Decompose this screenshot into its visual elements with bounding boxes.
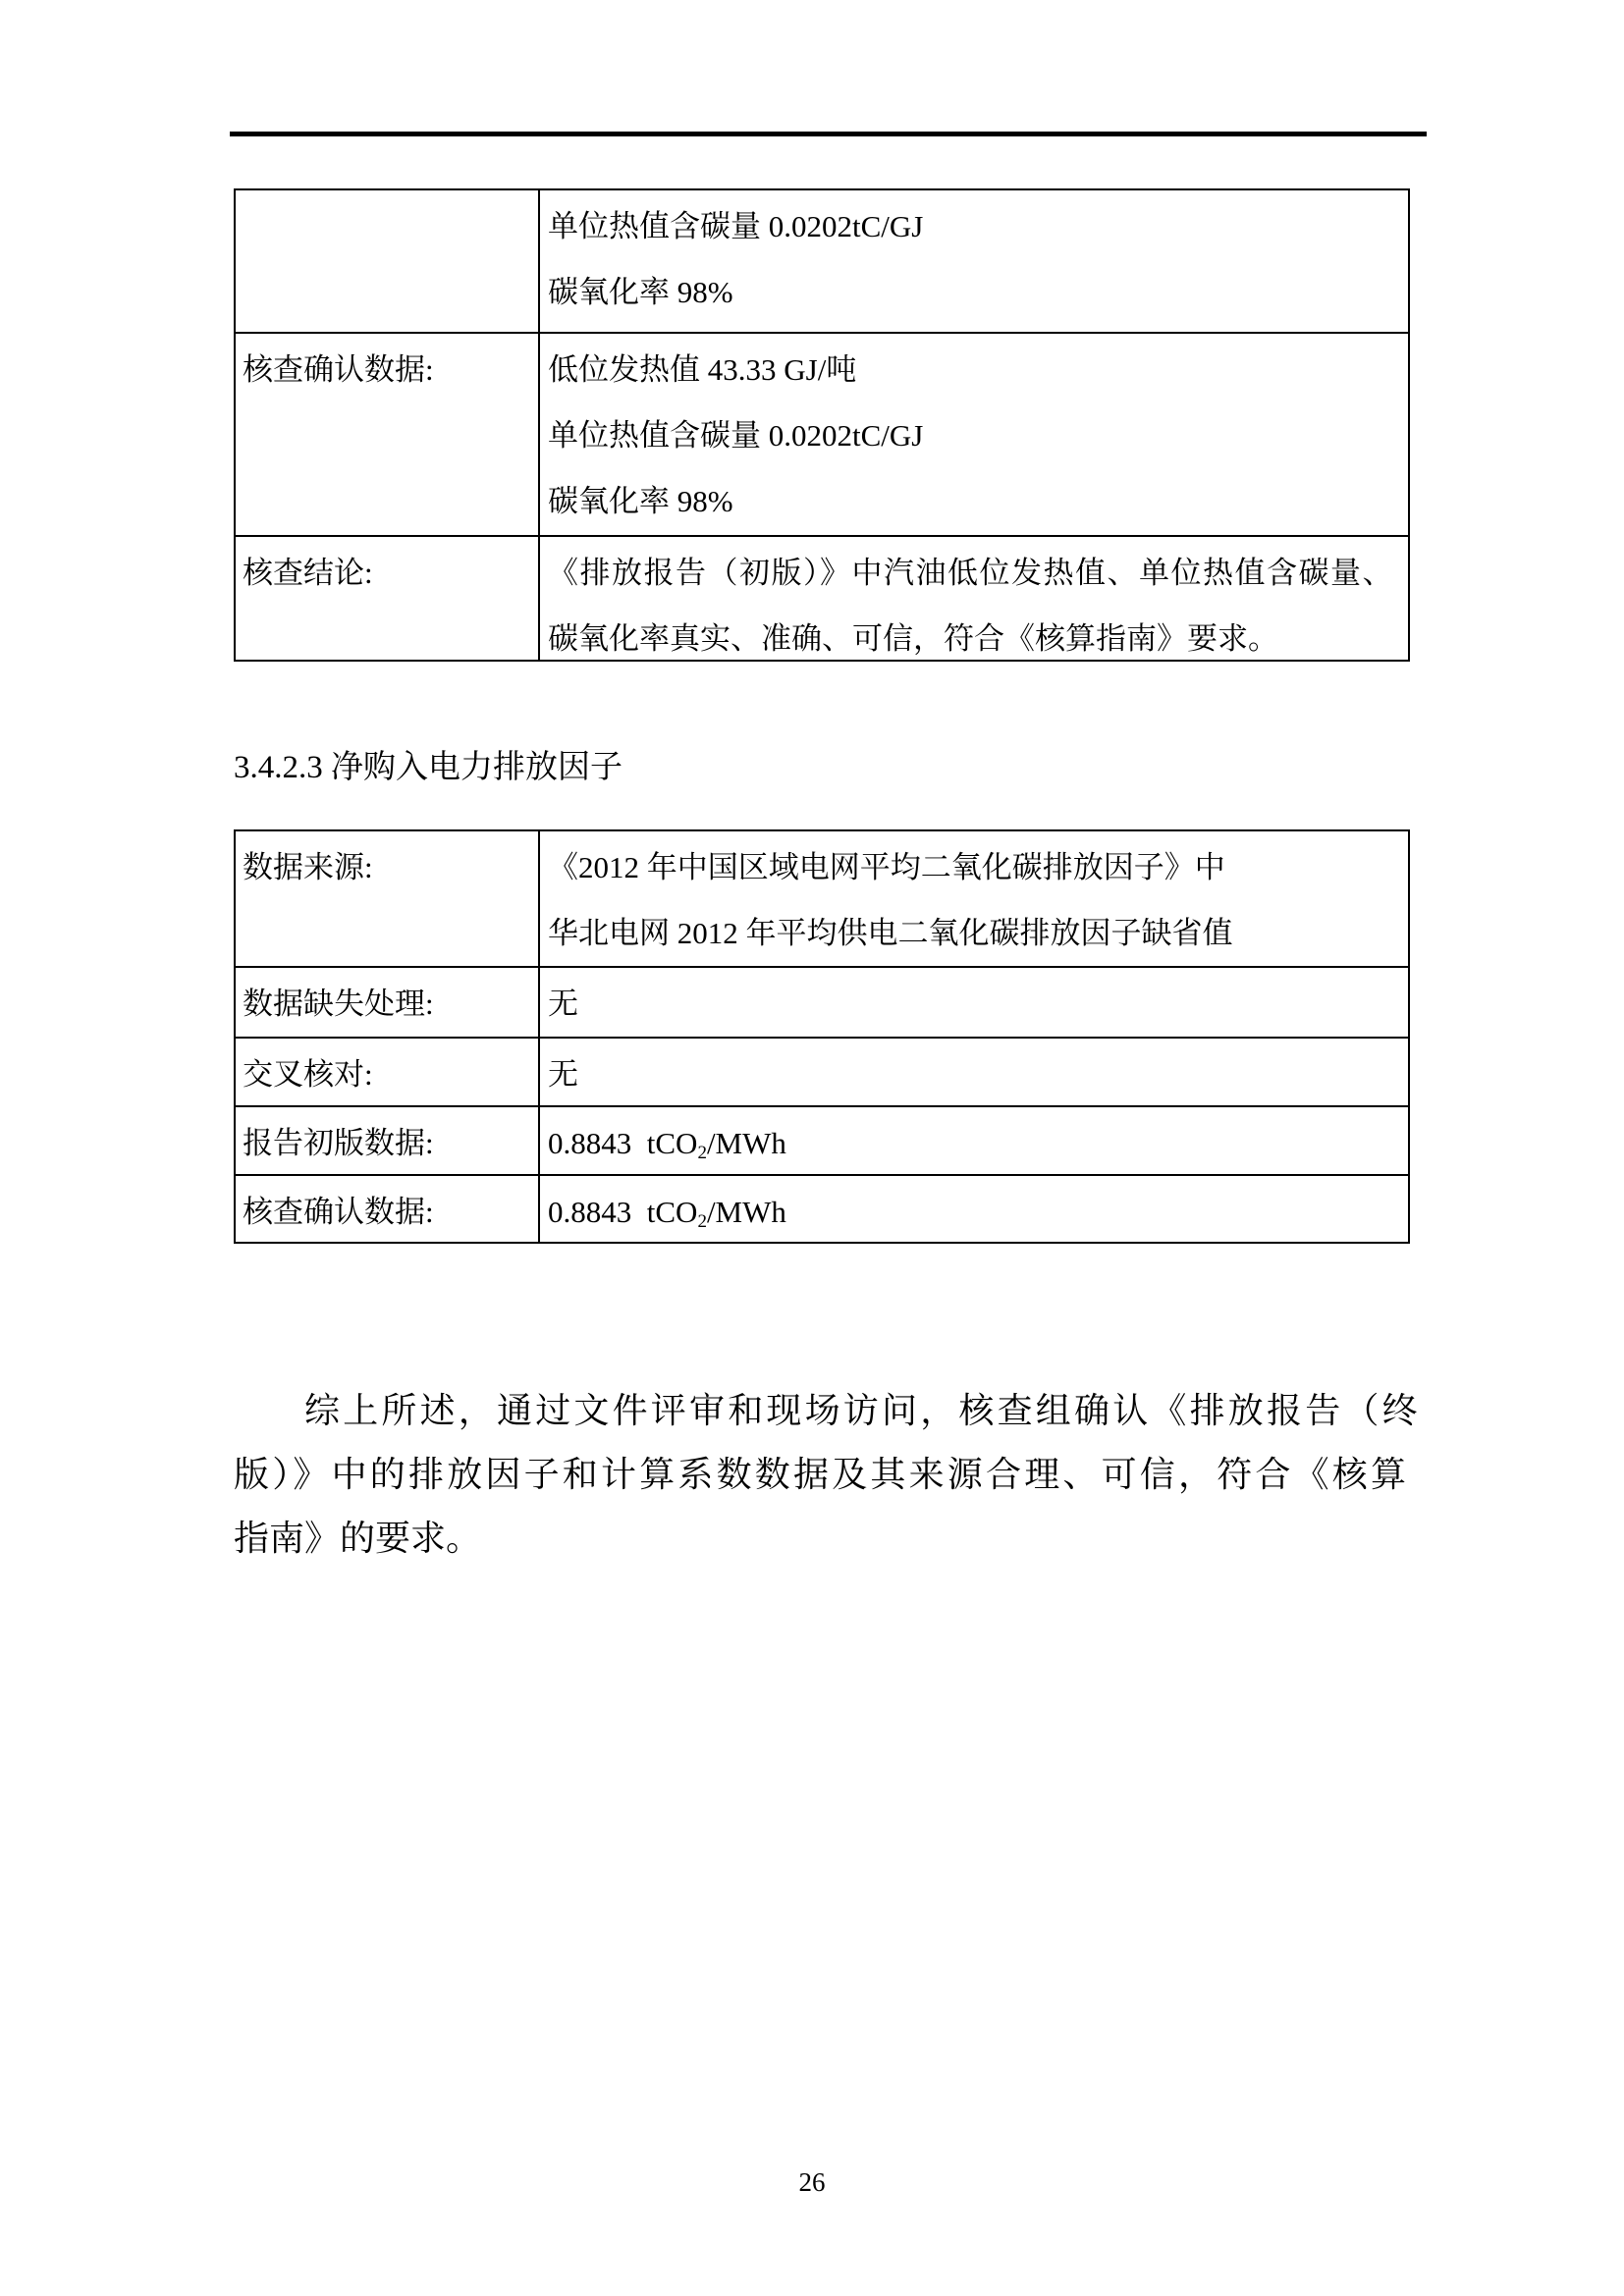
row-label: 数据来源: xyxy=(243,850,373,884)
row-label-cell xyxy=(236,1039,540,1105)
row-content-cell xyxy=(540,1176,1408,1242)
table-row xyxy=(236,537,1408,660)
row-label: 数据缺失处理: xyxy=(243,987,434,1021)
row-content-cell xyxy=(540,537,1408,660)
value-subscript: 2 xyxy=(697,1211,707,1232)
table-row xyxy=(236,334,1408,537)
cell-text: 低位发热值 43.33 GJ/吨 xyxy=(548,352,857,387)
table-row xyxy=(236,968,1408,1039)
summary-paragraph xyxy=(234,1379,1427,1571)
cell-text: 《2012 年中国区域电网平均二氧化碳排放因子》中 xyxy=(548,850,1225,884)
row-label-cell xyxy=(236,968,540,1037)
cell-text: 无 xyxy=(548,1057,578,1092)
gasoline-verification-table xyxy=(234,188,1410,662)
row-label-cell xyxy=(236,831,540,966)
electricity-factor-table xyxy=(234,829,1410,1244)
cell-text: 碳氧化率真实、准确、可信，符合《核算指南》要求。 xyxy=(548,621,1278,656)
row-label: 核查确认数据: xyxy=(243,1195,434,1229)
paragraph-line: 版）》中的排放因子和计算系数数据及其来源合理、可信，符合《核算 xyxy=(234,1455,1410,1494)
value-subscript: 2 xyxy=(697,1143,707,1163)
row-label-cell xyxy=(236,334,540,535)
emission-factor-value xyxy=(548,1110,1402,1174)
header-rule xyxy=(230,132,1427,136)
cell-text: 华北电网 2012 年平均供电二氧化碳排放因子缺省值 xyxy=(548,916,1233,950)
value-unit: /MWh xyxy=(706,1195,786,1229)
table-row xyxy=(236,1039,1408,1107)
cell-text: 单位热值含碳量 0.0202tC/GJ xyxy=(548,209,924,243)
page-number: 26 xyxy=(798,2167,826,2197)
row-content-cell xyxy=(540,1039,1408,1105)
table-row xyxy=(236,1107,1408,1176)
cell-text: 碳氧化率 98% xyxy=(548,275,733,309)
row-content-cell xyxy=(540,334,1408,535)
row-label-cell xyxy=(236,190,540,332)
emission-factor-value xyxy=(548,1179,1402,1242)
cell-text: 无 xyxy=(548,987,578,1021)
paragraph-line: 综上所述，通过文件评审和现场访问，核查组确认《排放报告（终 xyxy=(304,1391,1421,1430)
table-row xyxy=(236,190,1408,334)
row-label: 核查结论: xyxy=(243,556,373,590)
row-label: 报告初版数据: xyxy=(243,1126,434,1160)
row-label-cell xyxy=(236,1107,540,1174)
value-main: 0.8843 tCO xyxy=(548,1126,698,1160)
section-heading: 3.4.2.3 净购入电力排放因子 xyxy=(234,750,623,785)
value-unit: /MWh xyxy=(706,1126,786,1160)
row-label-cell xyxy=(236,537,540,660)
cell-text: 单位热值含碳量 0.0202tC/GJ xyxy=(548,418,924,453)
row-label: 核查确认数据: xyxy=(243,352,434,387)
row-content-cell xyxy=(540,831,1408,966)
row-content-cell xyxy=(540,190,1408,332)
row-content-cell xyxy=(540,968,1408,1037)
table-row xyxy=(236,1176,1408,1242)
row-label-cell xyxy=(236,1176,540,1242)
cell-text: 碳氧化率 98% xyxy=(548,484,733,518)
cell-text: 《排放报告（初版）》中汽油低位发热值、单位热值含碳量、 xyxy=(548,556,1394,590)
row-label: 交叉核对: xyxy=(243,1057,373,1092)
value-main: 0.8843 tCO xyxy=(548,1195,698,1229)
paragraph-line: 指南》的要求。 xyxy=(234,1519,482,1558)
row-content-cell xyxy=(540,1107,1408,1174)
table-row xyxy=(236,831,1408,968)
